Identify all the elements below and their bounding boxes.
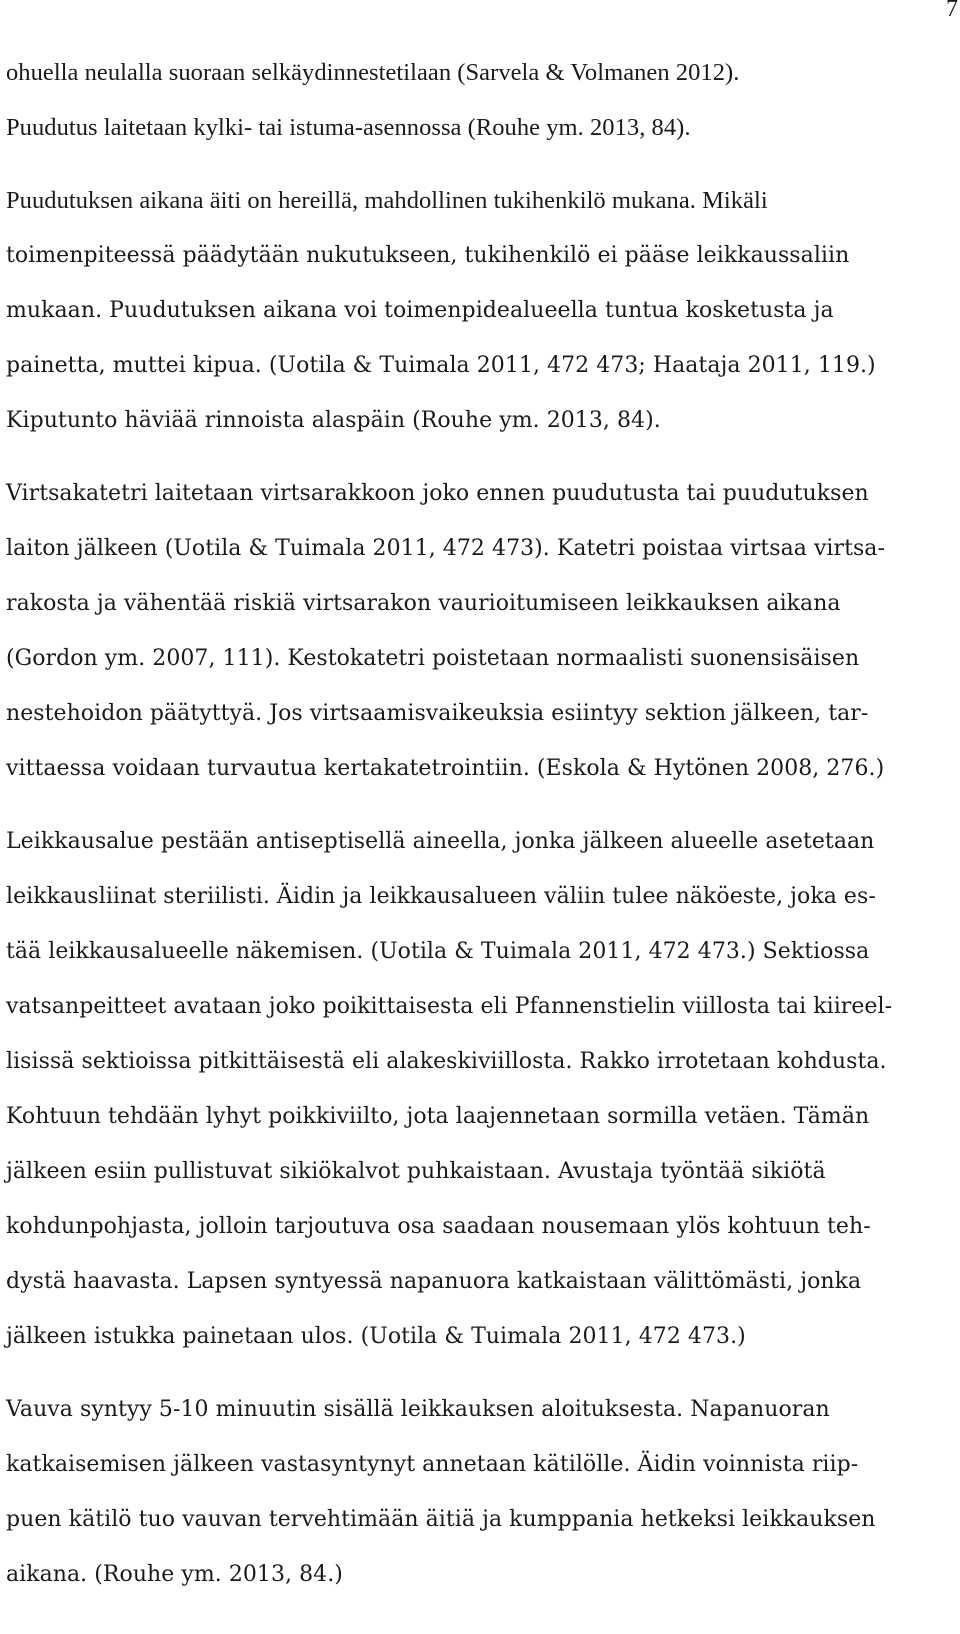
text-line: lisissä sektioissa pitkittäisestä eli alakeskiviillosta. Rakko irrotetaan kohdusta. bbox=[6, 1049, 887, 1074]
text-line: rakosta ja vähentää riskiä virtsarakon vaurioitumiseen leikkauksen aikana bbox=[6, 591, 841, 616]
text-line: kohdunpohjasta, jolloin tarjoutuva osa saadaan nousemaan ylös kohtuun teh- bbox=[6, 1214, 871, 1239]
text-line: (Gordon ym. 2007, 111). Kestokatetri poistetaan normaalisti suonensisäisen bbox=[6, 646, 860, 671]
text-line: jälkeen esiin pullistuvat sikiökalvot puhkaistaan. Avustaja työntää sikiötä bbox=[6, 1159, 826, 1184]
text-line: tää leikkausalueelle näkemisen. (Uotila & Tuimala 2011, 472 473.) Sektiossa bbox=[6, 939, 870, 964]
text-line: jälkeen istukka painetaan ulos. (Uotila & Tuimala 2011, 472 473.) bbox=[6, 1324, 746, 1349]
paragraph-urinary-catheter bbox=[6, 466, 956, 796]
text-line: Kohtuun tehdään lyhyt poikkiviilto, jota laajennetaan sormilla vetäen. Tämän bbox=[6, 1104, 870, 1129]
page-number: 7 bbox=[946, 0, 958, 22]
text-line: toimenpiteessä päädytään nukutukseen, tukihenkilö ei pääse leikkaussaliin bbox=[6, 243, 850, 268]
document-body bbox=[6, 45, 956, 1602]
text-line: Leikkausalue pestään antiseptisellä aineella, jonka jälkeen alueelle asetetaan bbox=[6, 829, 875, 854]
paragraph-anesthesia-awareness bbox=[6, 173, 956, 448]
text-line: Puudutuksen aikana äiti on hereillä, mahdollinen tukihenkilö mukana. Mikäli bbox=[6, 187, 768, 214]
text-line: Kiputunto häviää rinnoista alaspäin (Rouhe ym. 2013, 84). bbox=[6, 408, 661, 433]
text-line: Puudutus laitetaan kylki- tai istuma-asennossa (Rouhe ym. 2013, 84). bbox=[6, 114, 691, 141]
text-line: leikkausliinat steriilisti. Äidin ja leikkausalueen väliin tulee näköeste, joka es- bbox=[6, 884, 876, 909]
text-line: katkaisemisen jälkeen vastasyntynyt annetaan kätilölle. Äidin voinnista riip- bbox=[6, 1452, 859, 1477]
paragraph-surgical-procedure bbox=[6, 814, 956, 1364]
text-line: ohuella neulalla suoraan selkäydinnestetilaan (Sarvela & Volmanen 2012). bbox=[6, 59, 740, 86]
text-line: mukaan. Puudutuksen aikana voi toimenpidealueella tuntua kosketusta ja bbox=[6, 298, 834, 323]
text-line: Vauva syntyy 5-10 minuutin sisällä leikkauksen aloituksesta. Napanuoran bbox=[6, 1397, 830, 1422]
text-line: Virtsakatetri laitetaan virtsarakkoon joko ennen puudutusta tai puudutuksen bbox=[6, 481, 869, 506]
paragraph-baby-delivery bbox=[6, 1382, 956, 1602]
text-line: laiton jälkeen (Uotila & Tuimala 2011, 472 473). Katetri poistaa virtsaa virtsa- bbox=[6, 536, 885, 561]
text-line: aikana. (Rouhe ym. 2013, 84.) bbox=[6, 1562, 343, 1587]
text-line: nestehoidon päätyttyä. Jos virtsaamisvaikeuksia esiintyy sektion jälkeen, tar- bbox=[6, 701, 869, 726]
paragraph-spinal-procedure bbox=[6, 45, 956, 155]
text-line: vittaessa voidaan turvautua kertakatetrointiin. (Eskola & Hytönen 2008, 276.) bbox=[6, 756, 885, 781]
text-line: vatsanpeitteet avataan joko poikittaisesta eli Pfannenstielin viillosta tai kiireel- bbox=[6, 994, 893, 1019]
text-line: painetta, muttei kipua. (Uotila & Tuimala 2011, 472 473; Haataja 2011, 119.) bbox=[6, 353, 876, 378]
text-line: dystä haavasta. Lapsen syntyessä napanuora katkaistaan välittömästi, jonka bbox=[6, 1269, 862, 1294]
text-line: puen kätilö tuo vauvan tervehtimään äitiä ja kumppania hetkeksi leikkauksen bbox=[6, 1507, 876, 1532]
